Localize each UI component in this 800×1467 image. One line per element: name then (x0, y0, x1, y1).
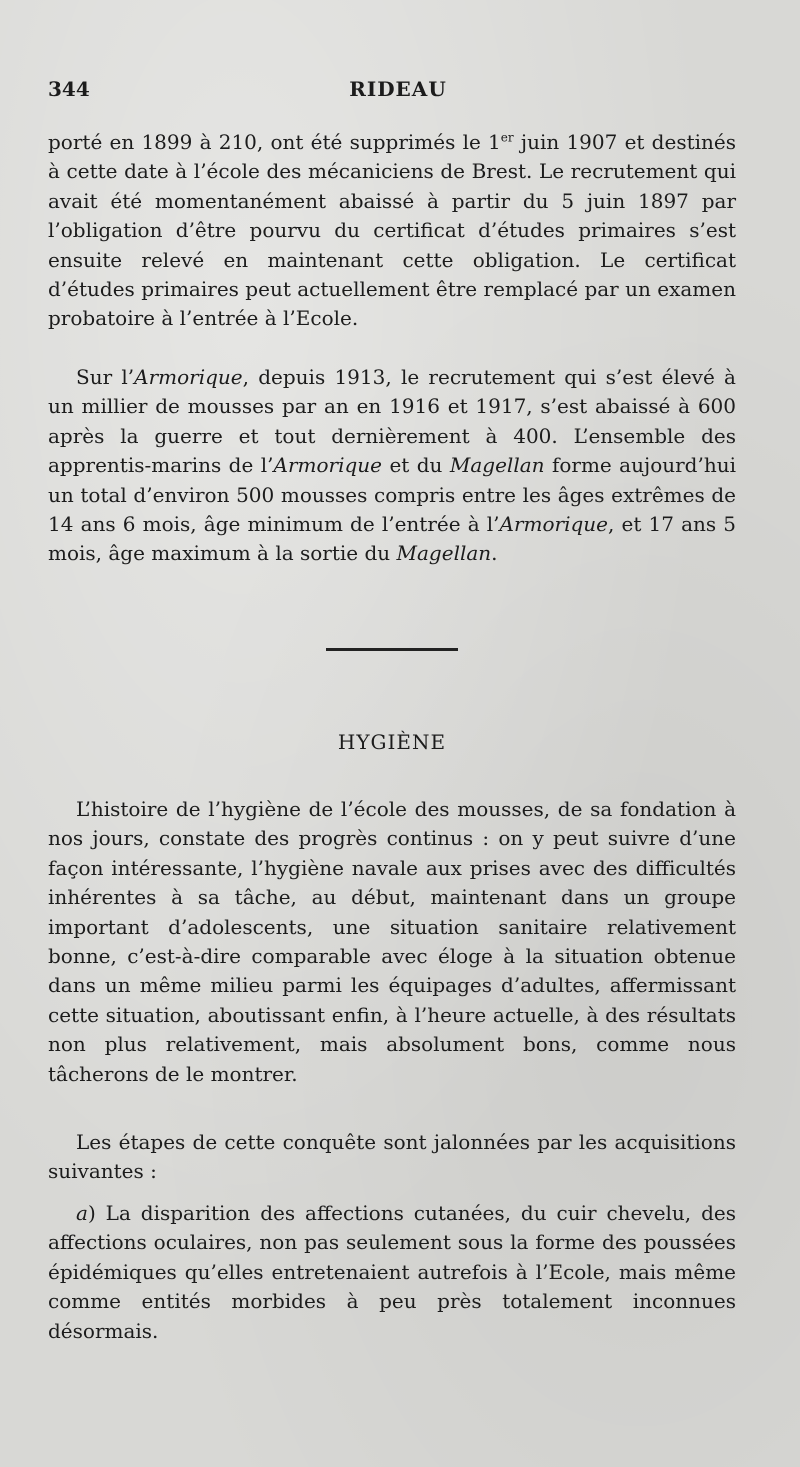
paragraph-hygiene-history: L’histoire de l’hygiène de l’école des mousses, de sa fondation à nos jours, constate des progrès continus : on y peut suivre d’une façon intéressante, l’hygiène navale aux prises avec des difficultés inhérentes à sa tâche, au début, maintenant dans un groupe important d’adolescents, une situation sanitaire relativement bonne, c’est-à-dire comparable avec éloge à la situation obtenue dans un même milieu parmi les équipages d’adultes, affermissant cette situation, aboutissant enfin, à l’heure actuelle, à des résultats non plus relativement, mais absolument bons, comme nous tâcherons de le montrer. (48, 797, 736, 1086)
paragraph-stages: Les étapes de cette conquête sont jalonnées par les acquisitions suivantes : (48, 1130, 736, 1184)
ship-name-magellan: Magellan (449, 453, 545, 478)
running-title: RIDEAU (349, 77, 447, 101)
section-title: HYGIÈNE (337, 730, 447, 754)
superscript-er: er (500, 130, 514, 145)
paragraph-item-a: a) La disparition des affections cutanées, du cuir chevelu, des affections oculaires, non pas seulement sous la forme des poussées épidémiques qu’elles entretenaient autrefois à l’Ecole, mais même comme entités morbides à peu près totalement inconnues désormais. (48, 1201, 736, 1343)
page-number: 344 (48, 77, 90, 101)
ship-name-armorique: Armorique (273, 453, 383, 478)
paragraph-armorique: Sur l’Armorique, depuis 1913, le recrutement qui s’est élevé à un millier de mousses par an en 1916 et 1917, s’est abaissé à 600 après la guerre et tout dernièrement à 400. L’ensemble des apprentis-marins de l’Armorique et du Magellan forme aujourd’hui un total d’environ 500 mousses compris entre les âges extrêmes de 14 ans 6 mois, âge minimum de l’entrée à l’Armorique, et 17 ans 5 mois, âge maximum à la sortie du Magellan. (48, 365, 736, 566)
section-divider (326, 648, 458, 651)
list-label: a (76, 1201, 88, 1225)
ship-name-magellan: Magellan (396, 541, 492, 566)
ship-name-armorique: Armorique (134, 365, 243, 389)
ship-name-armorique: Armorique (499, 512, 608, 537)
paragraph-recruitment-history: porté en 1899 à 210, ont été supprimés le 1er juin 1907 et destinés à cette date à l’école des mécaniciens de Brest. Le recrutement qui avait été momentanément abaissé à partir du 5 juin 1897 par l’obligation d’être pourvu du certificat d’études primaires s’est ensuite relevé en maintenant cette obligation. Le certificat d’études primaires peut actuellement être remplacé par un examen probatoire à l’entrée à l’Ecole. (48, 130, 736, 331)
page-header (48, 76, 748, 102)
